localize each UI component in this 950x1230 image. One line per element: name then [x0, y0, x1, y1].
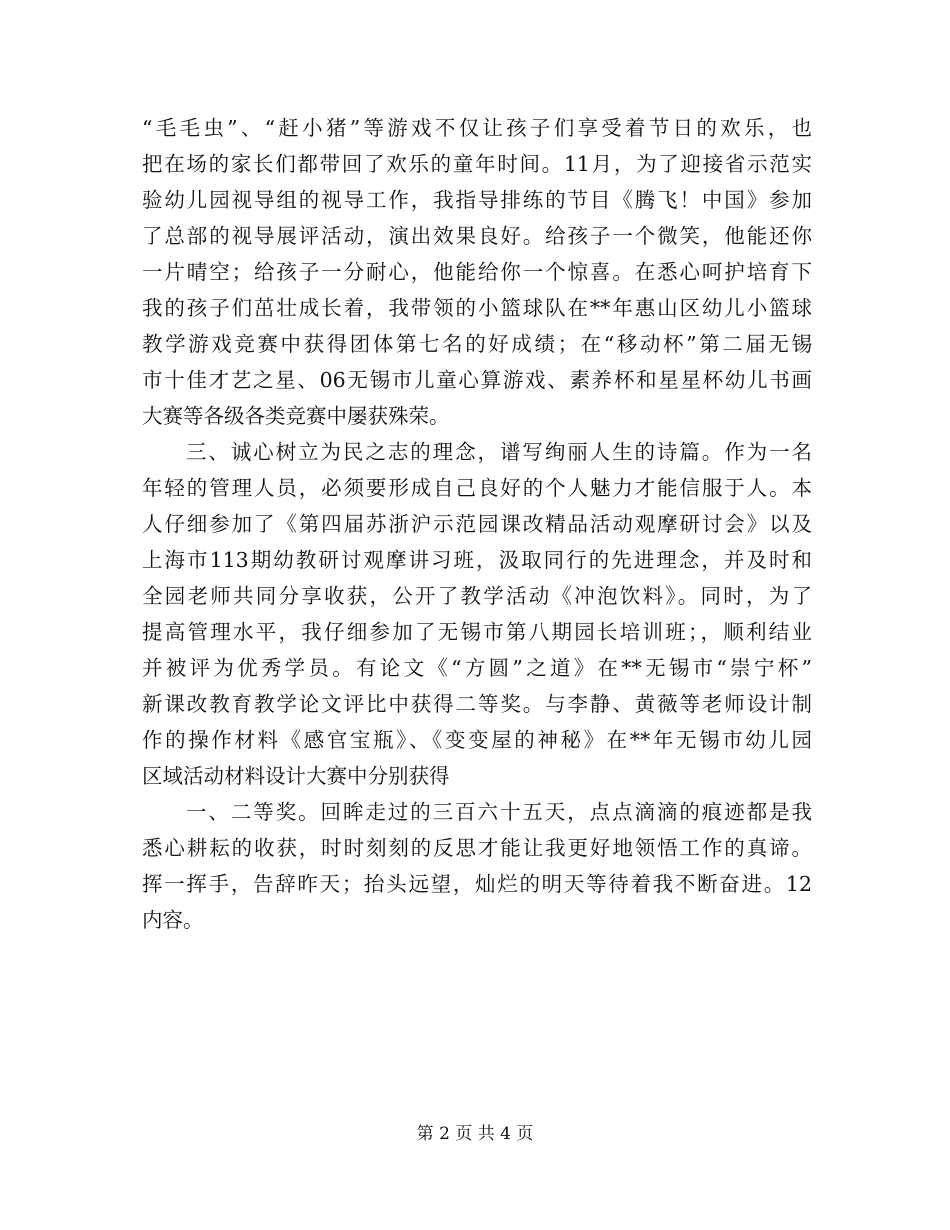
text-line: 挥一挥手，告辞昨天；抬头远望，灿烂的明天等待着我不断奋进。12 — [142, 872, 812, 896]
text-line: 区域活动材料设计大赛中分别获得 — [142, 764, 450, 788]
text-line: 全园老师共同分享收获，公开了教学活动《冲泡饮料》。同时，为了 — [142, 584, 812, 608]
text-line: 内容。 — [142, 908, 204, 932]
text-line: 年轻的管理人员，必须要形成自己良好的个人魅力才能信服于人。本 — [142, 476, 812, 500]
paragraph-2 — [142, 434, 812, 794]
text-line: 验幼儿园视导组的视导工作，我指导排练的节目《腾飞！中国》参加 — [142, 188, 812, 212]
paragraph-3 — [142, 794, 812, 938]
text-line: 一、二等奖。回眸走过的三百六十五天，点点滴滴的痕迹都是我 — [186, 800, 812, 824]
text-line: 大赛等各级各类竞赛中屡获殊荣。 — [142, 404, 450, 428]
text-line: “毛毛虫”、“赶小猪”等游戏不仅让孩子们享受着节日的欢乐，也 — [142, 116, 812, 140]
document-body — [142, 110, 812, 938]
text-line: 我的孩子们茁壮成长着，我带领的小篮球队在**年惠山区幼儿小篮球 — [142, 296, 812, 320]
text-line: 上海市113期幼教研讨观摩讲习班，汲取同行的先进理念，并及时和 — [142, 548, 812, 572]
text-line: 一片晴空；给孩子一分耐心，他能给你一个惊喜。在悉心呵护培育下 — [142, 260, 812, 284]
text-line: 并被评为优秀学员。有论文《“方圆”之道》在**无锡市“崇宁杯” — [142, 656, 812, 680]
text-line: 把在场的家长们都带回了欢乐的童年时间。11月，为了迎接省示范实 — [142, 152, 812, 176]
text-line: 三、诚心树立为民之志的理念，谱写绚丽人生的诗篇。作为一名 — [186, 440, 812, 464]
text-line: 新课改教育教学论文评比中获得二等奖。与李静、黄薇等老师设计制 — [142, 692, 812, 716]
text-line: 人仔细参加了《第四届苏浙沪示范园课改精品活动观摩研讨会》以及 — [142, 512, 812, 536]
text-line: 悉心耕耘的收获，时时刻刻的反思才能让我更好地领悟工作的真谛。 — [142, 836, 812, 860]
paragraph-1 — [142, 110, 812, 434]
text-line: 了总部的视导展评活动，演出效果良好。给孩子一个微笑，他能还你 — [142, 224, 812, 248]
page-number-footer: 第 2 页 共 4 页 — [416, 1124, 534, 1144]
text-line: 作的操作材料《感官宝瓶》、《变变屋的神秘》在**年无锡市幼儿园 — [142, 728, 812, 752]
text-line: 教学游戏竞赛中获得团体第七名的好成绩；在“移动杯”第二届无锡 — [142, 332, 812, 356]
text-line: 提高管理水平，我仔细参加了无锡市第八期园长培训班；，顺利结业 — [142, 620, 812, 644]
text-line: 市十佳才艺之星、06无锡市儿童心算游戏、素养杯和星星杯幼儿书画 — [142, 368, 812, 392]
